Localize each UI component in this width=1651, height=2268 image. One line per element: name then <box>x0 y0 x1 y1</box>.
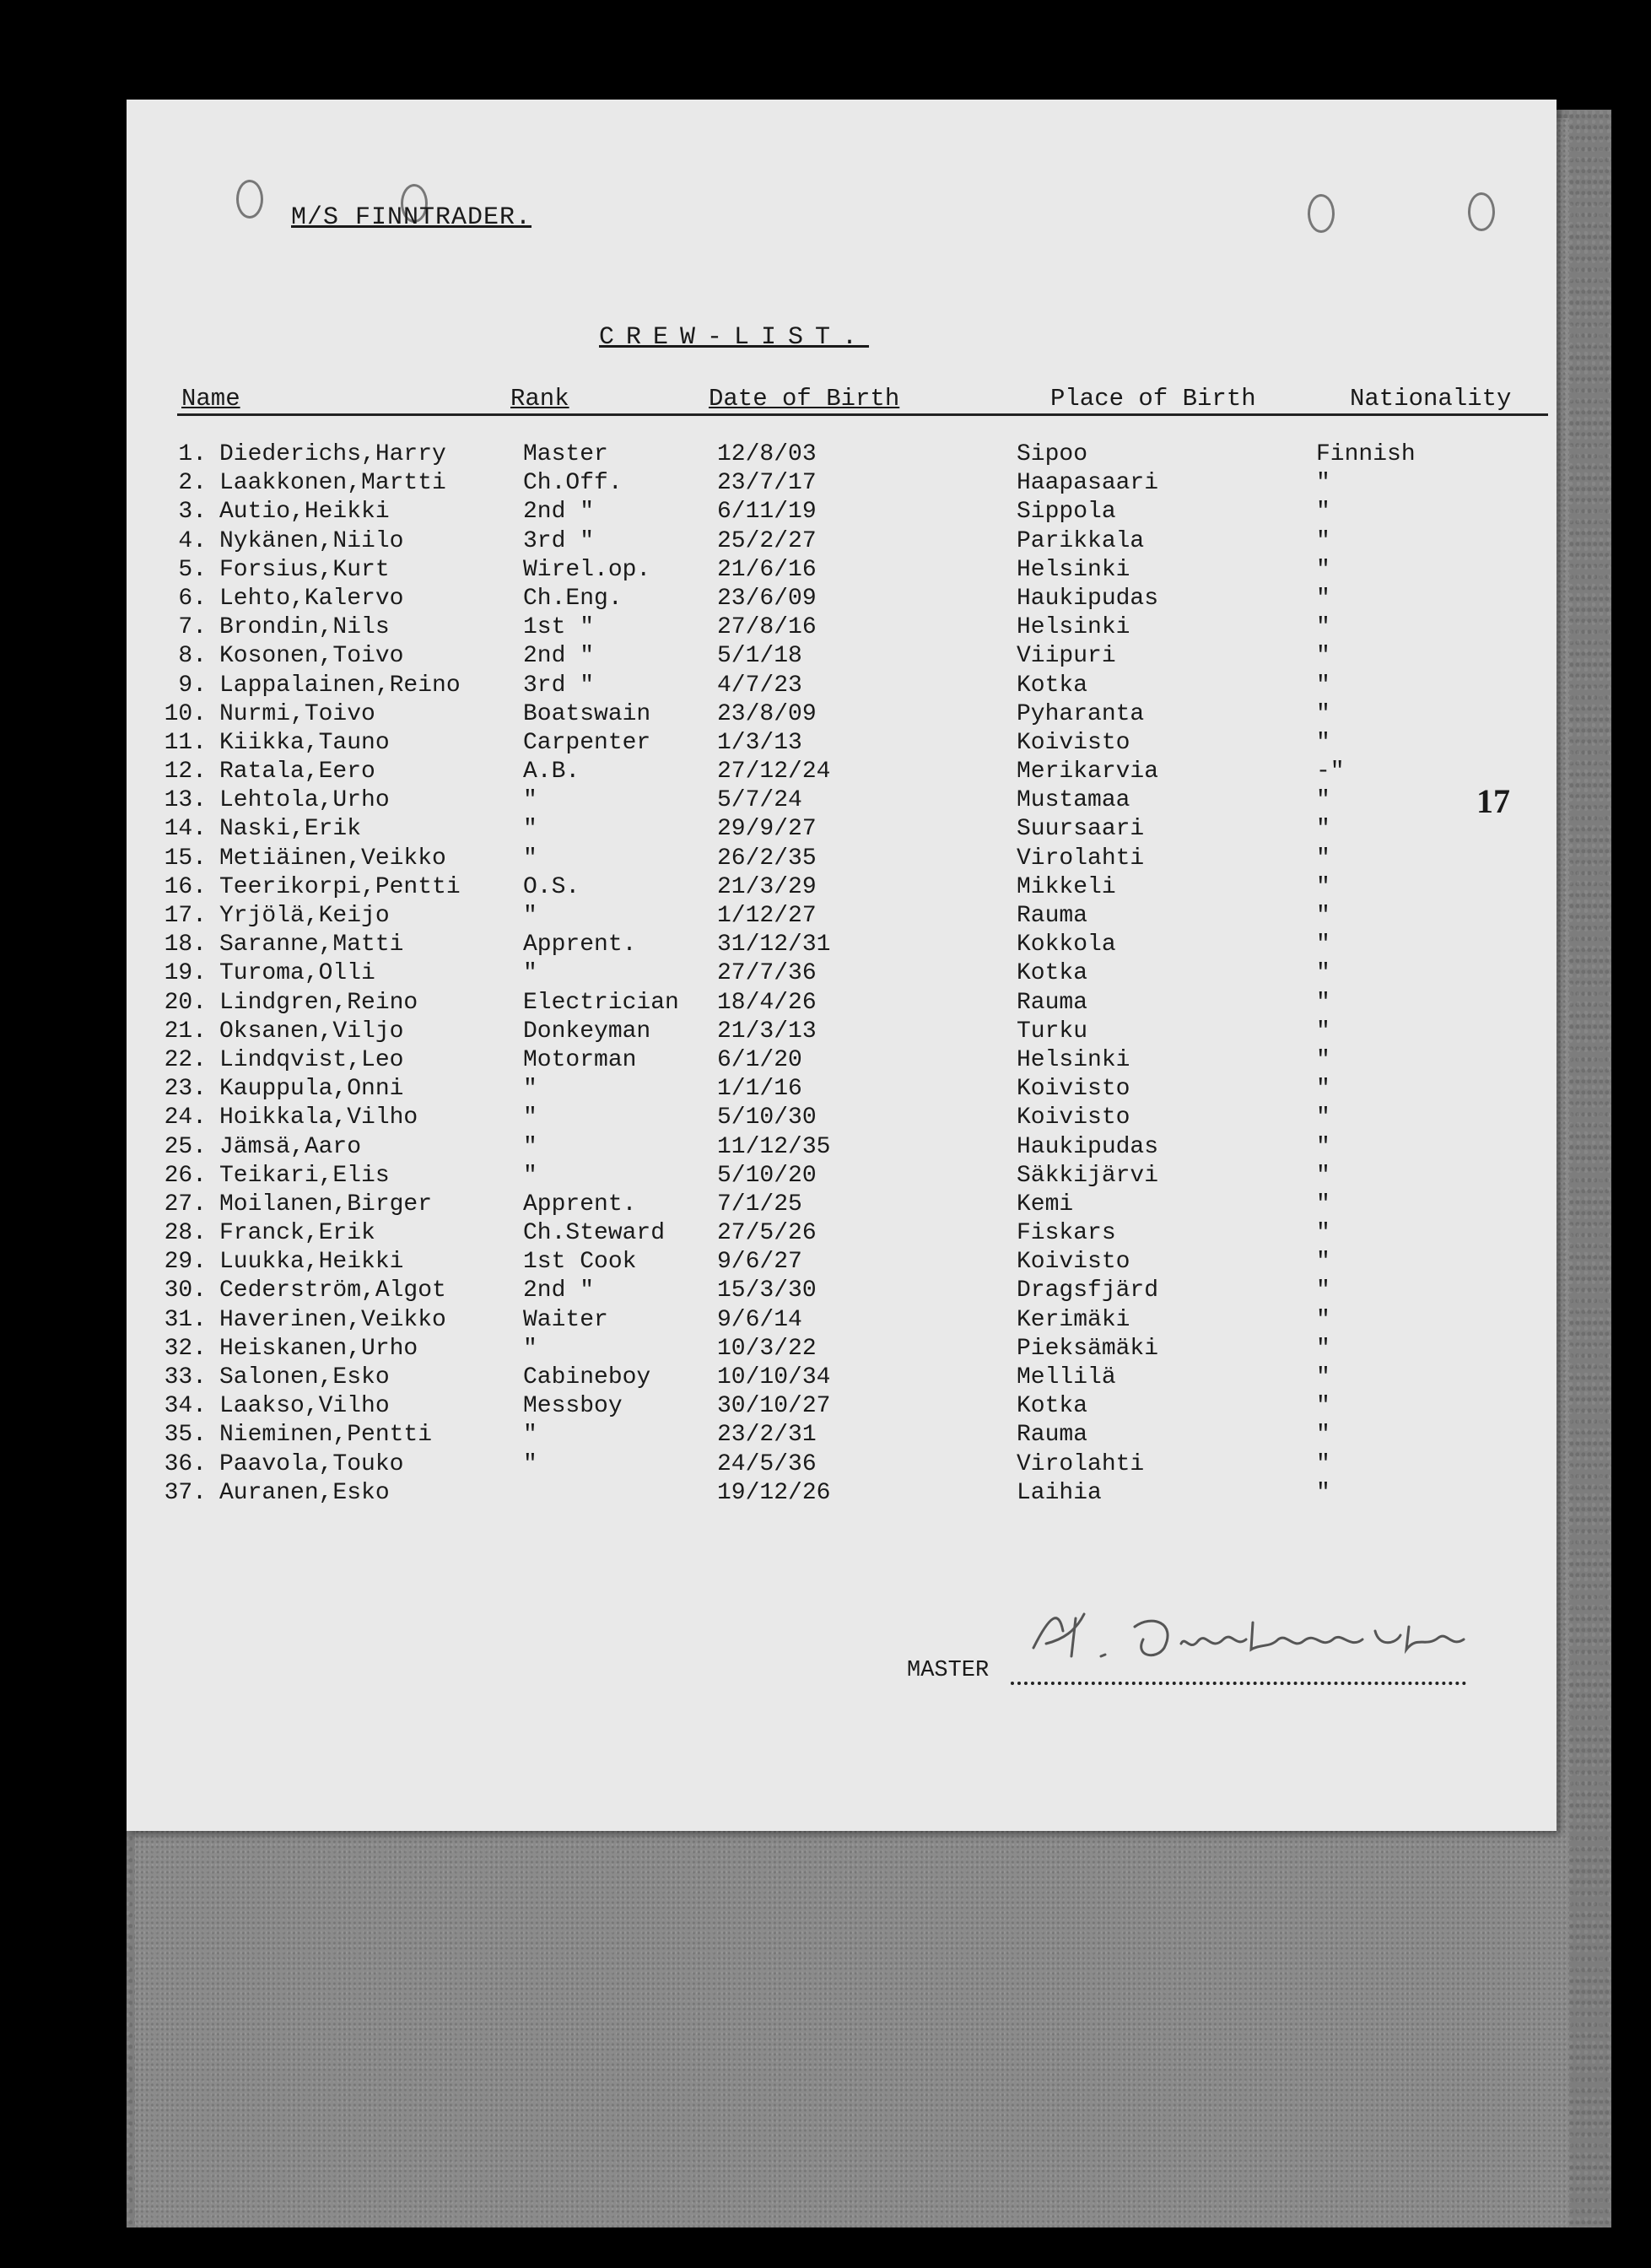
crew-rank: O.S. <box>523 873 580 900</box>
crew-nationality: " <box>1316 1249 1330 1276</box>
crew-place-of-birth: Helsinki <box>1017 1046 1130 1073</box>
header-dob: Date of Birth <box>709 385 900 413</box>
crew-name: Luukka,Heikki <box>219 1249 404 1276</box>
punch-hole <box>236 180 263 219</box>
crew-row <box>127 1076 1557 1104</box>
crew-name: Naski,Erik <box>219 816 362 843</box>
crew-place-of-birth: Rauma <box>1017 989 1088 1016</box>
crew-row <box>127 960 1557 989</box>
crew-number: 27. <box>164 1191 207 1218</box>
header-place: Place of Birth <box>1050 385 1256 413</box>
crew-row <box>127 816 1557 845</box>
document-title: CREW-LIST. <box>599 323 870 352</box>
crew-row <box>127 1277 1557 1306</box>
crew-row <box>127 672 1557 701</box>
crew-rank: Ch.Off. <box>523 470 623 497</box>
crew-rank: Boatswain <box>523 700 651 727</box>
crew-nationality: " <box>1316 1450 1330 1477</box>
crew-number: 35. <box>164 1422 207 1449</box>
crew-row <box>127 1220 1557 1249</box>
crew-number: 7. <box>178 614 207 641</box>
crew-nationality: " <box>1316 1191 1330 1218</box>
crew-date-of-birth: 21/3/13 <box>717 1018 817 1045</box>
crew-rank: A.B. <box>523 759 580 786</box>
crew-rank: " <box>523 1422 537 1449</box>
master-label: MASTER <box>907 1658 990 1683</box>
crew-nationality: " <box>1316 1018 1330 1045</box>
crew-row <box>127 1018 1557 1047</box>
crew-row <box>127 1422 1557 1450</box>
header-rank: Rank <box>510 385 569 413</box>
crew-number: 25. <box>164 1133 207 1160</box>
crew-row <box>127 1134 1557 1163</box>
crew-number: 37. <box>164 1479 207 1506</box>
crew-nationality: " <box>1316 1393 1330 1420</box>
crew-row <box>127 528 1557 557</box>
crew-rank: " <box>523 1162 537 1189</box>
crew-place-of-birth: Koivisto <box>1017 1076 1130 1103</box>
crew-date-of-birth: 26/2/35 <box>717 845 817 872</box>
crew-date-of-birth: 5/7/24 <box>717 787 802 814</box>
crew-nationality: " <box>1316 989 1330 1016</box>
crew-row <box>127 903 1557 932</box>
crew-date-of-birth: 25/2/27 <box>717 527 817 554</box>
crew-nationality: " <box>1316 672 1330 699</box>
crew-date-of-birth: 27/5/26 <box>717 1220 817 1247</box>
crew-row <box>127 990 1557 1018</box>
crew-nationality: " <box>1316 1335 1330 1362</box>
crew-rank: " <box>523 960 537 987</box>
crew-row <box>127 1249 1557 1277</box>
crew-name: Salonen,Esko <box>219 1364 390 1390</box>
crew-number: 10. <box>164 700 207 727</box>
crew-number: 4. <box>178 527 207 554</box>
crew-rank: 1st " <box>523 614 595 641</box>
crew-name: Yrjölä,Keijo <box>219 903 390 929</box>
crew-number: 24. <box>164 1104 207 1131</box>
crew-date-of-birth: 5/10/20 <box>717 1162 817 1189</box>
crew-place-of-birth: Koivisto <box>1017 729 1130 756</box>
crew-name: Hoikkala,Vilho <box>219 1104 418 1131</box>
crew-place-of-birth: Kerimäki <box>1017 1306 1130 1333</box>
crew-date-of-birth: 11/12/35 <box>717 1133 831 1160</box>
crew-rank: " <box>523 1104 537 1131</box>
crew-number: 26. <box>164 1162 207 1189</box>
crew-nationality: " <box>1316 1162 1330 1189</box>
crew-row <box>127 1104 1557 1133</box>
crew-row <box>127 441 1557 470</box>
crew-number: 22. <box>164 1046 207 1073</box>
crew-number: 18. <box>164 932 207 958</box>
crew-place-of-birth: Säkkijärvi <box>1017 1162 1159 1189</box>
crew-rank: Master <box>523 441 608 467</box>
crew-table <box>127 441 1557 1509</box>
crew-name: Lappalainen,Reino <box>219 672 461 699</box>
crew-number: 33. <box>164 1364 207 1390</box>
crew-row <box>127 730 1557 759</box>
crew-name: Lindqvist,Leo <box>219 1046 404 1073</box>
crew-row <box>127 1364 1557 1393</box>
crew-number: 31. <box>164 1306 207 1333</box>
crew-date-of-birth: 10/10/34 <box>717 1364 831 1390</box>
crew-place-of-birth: Haapasaari <box>1017 470 1159 497</box>
crew-number: 30. <box>164 1277 207 1304</box>
crew-number: 13. <box>164 787 207 814</box>
crew-nationality: " <box>1316 470 1330 497</box>
crew-rank: 2nd " <box>523 643 595 670</box>
crew-rank: Apprent. <box>523 1191 637 1218</box>
crew-number: 28. <box>164 1220 207 1247</box>
crew-date-of-birth: 9/6/27 <box>717 1249 802 1276</box>
crew-rank: 3rd " <box>523 672 595 699</box>
crew-rank: 3rd " <box>523 527 595 554</box>
crew-row <box>127 499 1557 527</box>
crew-row <box>127 1451 1557 1480</box>
crew-name: Teikari,Elis <box>219 1162 390 1189</box>
crew-date-of-birth: 6/11/19 <box>717 499 817 526</box>
crew-name: Kosonen,Toivo <box>219 643 404 670</box>
crew-nationality: " <box>1316 873 1330 900</box>
crew-date-of-birth: 27/8/16 <box>717 614 817 641</box>
crew-name: Saranne,Matti <box>219 932 404 958</box>
crew-number: 2. <box>178 470 207 497</box>
crew-nationality: " <box>1316 1133 1330 1160</box>
crew-date-of-birth: 21/3/29 <box>717 873 817 900</box>
crew-date-of-birth: 7/1/25 <box>717 1191 802 1218</box>
crew-rank: 2nd " <box>523 499 595 526</box>
crew-date-of-birth: 5/1/18 <box>717 643 802 670</box>
crew-row <box>127 1163 1557 1191</box>
crew-name: Franck,Erik <box>219 1220 375 1247</box>
crew-date-of-birth: 27/7/36 <box>717 960 817 987</box>
crew-nationality: " <box>1316 729 1330 756</box>
crew-place-of-birth: Mustamaa <box>1017 787 1130 814</box>
crew-number: 17. <box>164 903 207 929</box>
crew-date-of-birth: 29/9/27 <box>717 816 817 843</box>
crew-row <box>127 932 1557 960</box>
crew-row <box>127 845 1557 874</box>
crew-nationality: " <box>1316 1422 1330 1449</box>
crew-date-of-birth: 1/12/27 <box>717 903 817 929</box>
crew-name: Teerikorpi,Pentti <box>219 873 461 900</box>
crew-name: Heiskanen,Urho <box>219 1335 418 1362</box>
crew-name: Metiäinen,Veikko <box>219 845 446 872</box>
crew-number: 29. <box>164 1249 207 1276</box>
signature-line <box>1011 1658 1466 1685</box>
crew-nationality: " <box>1316 1364 1330 1390</box>
crew-date-of-birth: 1/1/16 <box>717 1076 802 1103</box>
crew-rank: Wirel.op. <box>523 556 651 583</box>
crew-number: 11. <box>164 729 207 756</box>
crew-place-of-birth: Merikarvia <box>1017 759 1159 786</box>
crew-name: Forsius,Kurt <box>219 556 390 583</box>
crew-name: Lindgren,Reino <box>219 989 418 1016</box>
crew-place-of-birth: Kemi <box>1017 1191 1074 1218</box>
crew-rank: Ch.Steward <box>523 1220 666 1247</box>
crew-rank: " <box>523 787 537 814</box>
crew-row <box>127 1393 1557 1422</box>
crew-rank: 2nd " <box>523 1277 595 1304</box>
crew-date-of-birth: 10/3/22 <box>717 1335 817 1362</box>
crew-row <box>127 470 1557 499</box>
crew-rank: Motorman <box>523 1046 637 1073</box>
crew-date-of-birth: 31/12/31 <box>717 932 831 958</box>
header-name: Name <box>181 385 240 413</box>
crew-place-of-birth: Kotka <box>1017 672 1088 699</box>
crew-number: 12. <box>164 759 207 786</box>
crew-date-of-birth: 23/7/17 <box>717 470 817 497</box>
crew-place-of-birth: Sipoo <box>1017 441 1088 467</box>
crew-number: 5. <box>178 556 207 583</box>
crew-place-of-birth: Helsinki <box>1017 556 1130 583</box>
crew-date-of-birth: 9/6/14 <box>717 1306 802 1333</box>
crew-date-of-birth: 27/12/24 <box>717 759 831 786</box>
crew-name: Haverinen,Veikko <box>219 1306 446 1333</box>
crew-name: Moilanen,Birger <box>219 1191 433 1218</box>
crew-nationality: " <box>1316 1277 1330 1304</box>
crew-name: Autio,Heikki <box>219 499 390 526</box>
crew-row <box>127 643 1557 672</box>
crew-row <box>127 701 1557 730</box>
crew-date-of-birth: 23/6/09 <box>717 585 817 612</box>
crew-place-of-birth: Koivisto <box>1017 1249 1130 1276</box>
crew-nationality: " <box>1316 614 1330 641</box>
crew-rank: " <box>523 1076 537 1103</box>
crew-rank: Waiter <box>523 1306 608 1333</box>
crew-name: Nykänen,Niilo <box>219 527 404 554</box>
crew-number: 8. <box>178 643 207 670</box>
crew-name: Laakso,Vilho <box>219 1393 390 1420</box>
crew-name: Nieminen,Pentti <box>219 1422 433 1449</box>
crew-place-of-birth: Virolahti <box>1017 1450 1145 1477</box>
ship-name: M/S FINNTRADER. <box>291 203 532 232</box>
crew-place-of-birth: Helsinki <box>1017 614 1130 641</box>
crew-row <box>127 614 1557 643</box>
crew-number: 6. <box>178 585 207 612</box>
crew-nationality: " <box>1316 499 1330 526</box>
crew-number: 36. <box>164 1450 207 1477</box>
crew-date-of-birth: 21/6/16 <box>717 556 817 583</box>
crew-place-of-birth: Rauma <box>1017 903 1088 929</box>
crew-name: Nurmi,Toivo <box>219 700 375 727</box>
crew-place-of-birth: Koivisto <box>1017 1104 1130 1131</box>
crew-place-of-birth: Pieksämäki <box>1017 1335 1159 1362</box>
crew-date-of-birth: 23/8/09 <box>717 700 817 727</box>
crew-place-of-birth: Kotka <box>1017 1393 1088 1420</box>
crew-place-of-birth: Virolahti <box>1017 845 1145 872</box>
crew-rank: Donkeyman <box>523 1018 651 1045</box>
crew-number: 20. <box>164 989 207 1016</box>
crew-row <box>127 787 1557 816</box>
crew-row <box>127 874 1557 903</box>
crew-place-of-birth: Rauma <box>1017 1422 1088 1449</box>
crew-nationality: " <box>1316 643 1330 670</box>
crew-date-of-birth: 6/1/20 <box>717 1046 802 1073</box>
crew-rank: Ch.Eng. <box>523 585 623 612</box>
crew-date-of-birth: 19/12/26 <box>717 1479 831 1506</box>
crew-place-of-birth: Mikkeli <box>1017 873 1116 900</box>
crew-row <box>127 586 1557 614</box>
crew-number: 32. <box>164 1335 207 1362</box>
crew-row <box>127 1307 1557 1336</box>
crew-row <box>127 557 1557 586</box>
crew-number: 15. <box>164 845 207 872</box>
crew-date-of-birth: 15/3/30 <box>717 1277 817 1304</box>
margin-annotation: 17 <box>1476 782 1510 820</box>
crew-nationality: " <box>1316 816 1330 843</box>
crew-list-page <box>127 100 1557 1831</box>
crew-nationality: " <box>1316 1479 1330 1506</box>
crew-nationality: " <box>1316 787 1330 814</box>
crew-name: Cederström,Algot <box>219 1277 446 1304</box>
header-nationality: Nationality <box>1350 385 1512 413</box>
crew-number: 21. <box>164 1018 207 1045</box>
crew-name: Laakkonen,Martti <box>219 470 446 497</box>
crew-name: Ratala,Eero <box>219 759 375 786</box>
crew-number: 23. <box>164 1076 207 1103</box>
crew-date-of-birth: 1/3/13 <box>717 729 802 756</box>
crew-place-of-birth: Haukipudas <box>1017 1133 1159 1160</box>
crew-place-of-birth: Parikkala <box>1017 527 1145 554</box>
crew-name: Diederichs,Harry <box>219 441 446 467</box>
crew-row <box>127 1191 1557 1220</box>
crew-rank: Apprent. <box>523 932 637 958</box>
crew-rank: Carpenter <box>523 729 651 756</box>
crew-nationality: " <box>1316 1076 1330 1103</box>
crew-nationality: " <box>1316 903 1330 929</box>
crew-place-of-birth: Kotka <box>1017 960 1088 987</box>
punch-hole <box>1468 192 1495 231</box>
crew-number: 19. <box>164 960 207 987</box>
crew-place-of-birth: Turku <box>1017 1018 1088 1045</box>
crew-place-of-birth: Dragsfjärd <box>1017 1277 1159 1304</box>
crew-number: 34. <box>164 1393 207 1420</box>
crew-number: 16. <box>164 873 207 900</box>
crew-nationality: " <box>1316 960 1330 987</box>
crew-number: 9. <box>178 672 207 699</box>
crew-rank: Messboy <box>523 1393 623 1420</box>
crew-nationality: " <box>1316 527 1330 554</box>
crew-name: Auranen,Esko <box>219 1479 390 1506</box>
crew-date-of-birth: 30/10/27 <box>717 1393 831 1420</box>
crew-date-of-birth: 23/2/31 <box>717 1422 817 1449</box>
crew-name: Kauppula,Onni <box>219 1076 404 1103</box>
crew-rank: " <box>523 1133 537 1160</box>
crew-date-of-birth: 18/4/26 <box>717 989 817 1016</box>
crew-rank: " <box>523 1450 537 1477</box>
crew-row <box>127 759 1557 787</box>
crew-rank: " <box>523 1335 537 1362</box>
crew-name: Brondin,Nils <box>219 614 390 641</box>
crew-name: Jämsä,Aaro <box>219 1133 362 1160</box>
crew-number: 3. <box>178 499 207 526</box>
crew-name: Oksanen,Viljo <box>219 1018 404 1045</box>
crew-date-of-birth: 5/10/30 <box>717 1104 817 1131</box>
crew-nationality: " <box>1316 585 1330 612</box>
crew-rank: " <box>523 903 537 929</box>
crew-row <box>127 1047 1557 1076</box>
crew-place-of-birth: Viipuri <box>1017 643 1116 670</box>
crew-nationality: " <box>1316 1306 1330 1333</box>
crew-rank: Electrician <box>523 989 679 1016</box>
crew-place-of-birth: Pyharanta <box>1017 700 1145 727</box>
crew-number: 1. <box>178 441 207 467</box>
crew-nationality: " <box>1316 556 1330 583</box>
crew-date-of-birth: 12/8/03 <box>717 441 817 467</box>
crew-rank: " <box>523 816 537 843</box>
crew-name: Kiikka,Tauno <box>219 729 390 756</box>
crew-name: Lehto,Kalervo <box>219 585 404 612</box>
crew-place-of-birth: Suursaari <box>1017 816 1145 843</box>
crew-rank: 1st Cook <box>523 1249 637 1276</box>
punch-hole <box>1308 194 1335 233</box>
crew-nationality: " <box>1316 1104 1330 1131</box>
crew-name: Lehtola,Urho <box>219 787 390 814</box>
crew-place-of-birth: Mellilä <box>1017 1364 1116 1390</box>
crew-date-of-birth: 24/5/36 <box>717 1450 817 1477</box>
crew-number: 14. <box>164 816 207 843</box>
crew-rank: " <box>523 845 537 872</box>
crew-place-of-birth: Kokkola <box>1017 932 1116 958</box>
crew-nationality: " <box>1316 1220 1330 1247</box>
crew-place-of-birth: Haukipudas <box>1017 585 1159 612</box>
header-underline <box>177 413 1548 416</box>
crew-date-of-birth: 4/7/23 <box>717 672 802 699</box>
crew-name: Paavola,Touko <box>219 1450 404 1477</box>
crew-nationality: " <box>1316 1046 1330 1073</box>
crew-row <box>127 1336 1557 1364</box>
crew-name: Turoma,Olli <box>219 960 375 987</box>
crew-row <box>127 1480 1557 1509</box>
crew-nationality: Finnish <box>1316 441 1416 467</box>
crew-nationality: -" <box>1316 759 1345 786</box>
crew-nationality: " <box>1316 700 1330 727</box>
crew-nationality: " <box>1316 845 1330 872</box>
crew-rank: Cabineboy <box>523 1364 651 1390</box>
crew-place-of-birth: Sippola <box>1017 499 1116 526</box>
crew-place-of-birth: Fiskars <box>1017 1220 1116 1247</box>
crew-nationality: " <box>1316 932 1330 958</box>
crew-place-of-birth: Laihia <box>1017 1479 1102 1506</box>
